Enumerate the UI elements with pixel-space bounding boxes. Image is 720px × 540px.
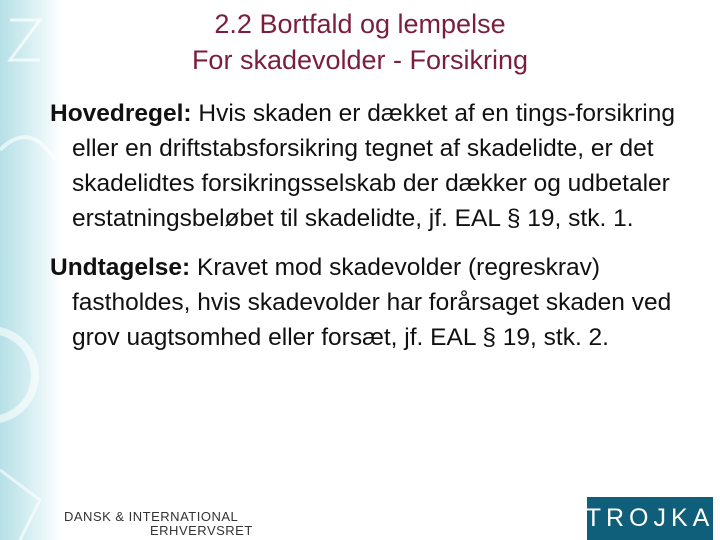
text-exception: Kravet mod skadevolder (regreskrav) fastholdes, hvis skadevolder har forårsaget skaden ved grov uagtsomhed eller forsæt, jf. EAL § 19, stk. 2.: [72, 254, 672, 351]
title-line-2: For skadevolder - Forsikring: [191, 45, 529, 75]
term-exception: Undtagelse:: [50, 254, 191, 281]
footer-org-line-2: ERHVERVSRET: [150, 523, 253, 538]
logo-text: TROJKA: [585, 504, 715, 532]
footer-org-line-1: DANSK & INTERNATIONAL: [64, 509, 239, 524]
term-main-rule: Hovedregel:: [50, 100, 192, 127]
slide-title: [0, 6, 720, 78]
trojka-logo: [587, 497, 713, 540]
text-main-rule: Hvis skaden er dækket af en tings-forsikring eller en driftstabsforsikring tegnet af skadelidte, er det skadelidtes forsikringsselskab der dækker og udbetaler erstatningsbeløbet til skadelidte, jf. EAL § 19, stk. 1.: [72, 100, 675, 232]
footer-organization: [64, 510, 253, 538]
slide-body: [50, 96, 710, 369]
paragraph-main-rule: [50, 96, 710, 236]
paragraph-exception: [50, 250, 710, 355]
title-line-1: 2.2 Bortfald og lempelse: [214, 9, 506, 39]
